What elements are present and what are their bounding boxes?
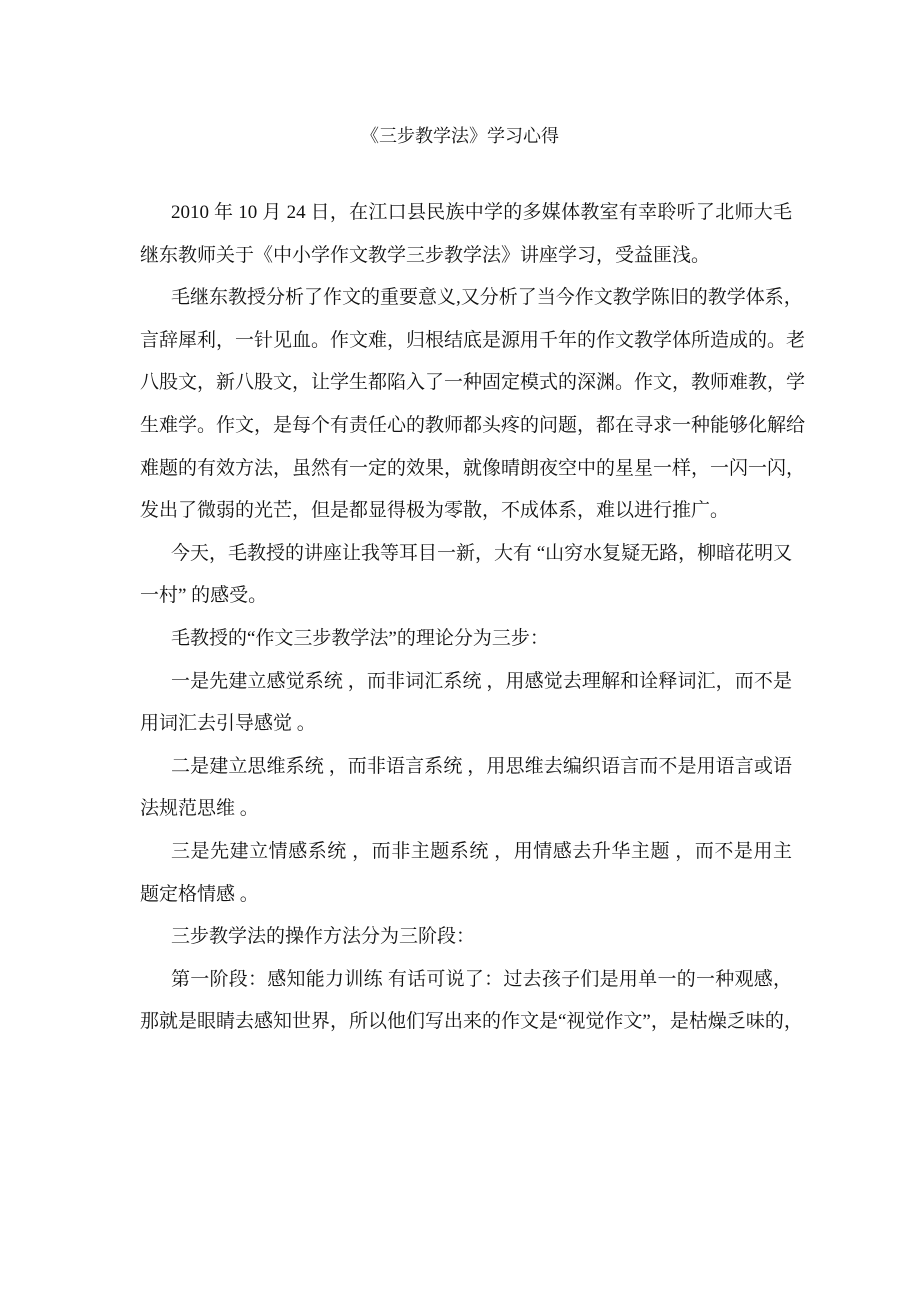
paragraph (140, 831, 792, 916)
paragraph-line: 一村” 的感受。 (140, 585, 268, 607)
paragraph (140, 916, 792, 959)
document-title: 《三步教学法》学习心得 (361, 126, 559, 146)
document-body (140, 192, 806, 1044)
paragraph (140, 746, 792, 831)
paragraph (140, 959, 803, 1044)
paragraph (140, 618, 792, 661)
paragraph-line: 难题的有效方法，虽然有一定的效果，就像晴朗夜空中的星星一样，一闪一闪， (140, 457, 806, 479)
paragraph (140, 192, 792, 277)
paragraph-line: 言辞犀利，一针见血。作文难，归根结底是源用千年的作文教学体所造成的。老 (140, 329, 806, 351)
paragraph-line: 用词汇去引导感觉 。 (140, 713, 316, 735)
paragraph-line: 三步教学法的操作方法分为三阶段： (171, 926, 476, 948)
paragraph-line: 二是建立思维系统 ，而非语言系统 ，用思维去编织语言而不是用语言或语 (171, 755, 792, 777)
paragraph-line: 题定格情感 。 (140, 883, 259, 905)
paragraph (140, 533, 792, 618)
paragraph-line: 第一阶段：感知能力训练 有话可说了：过去孩子们是用单一的一种观感， (171, 968, 792, 990)
paragraph-line: 毛教授的“作文三步教学法”的理论分为三步： (171, 627, 549, 649)
paragraph-line: 那就是眼睛去感知世界，所以他们写出来的作文是“视觉作文”，是枯燥乏味的， (140, 1011, 803, 1033)
paragraph-line: 八股文，新八股文，让学生都陷入了一种固定模式的深渊。作文，教师难教，学 (140, 372, 806, 394)
paragraph-line: 继东教师关于《中小学作文教学三步教学法》讲座学习，受益匪浅。 (140, 244, 711, 266)
paragraph-line: 发出了微弱的光芒，但是都显得极为零散，不成体系，难以进行推广。 (140, 500, 730, 522)
paragraph-line: 三是先建立情感系统 ，而非主题系统 ，用情感去升华主题 ，而不是用主 (171, 840, 792, 862)
paragraph-line: 法规范思维 。 (140, 798, 259, 820)
paragraph (140, 277, 806, 533)
paragraph-line: 一是先建立感觉系统 ，而非词汇系统 ，用感觉去理解和诠释词汇，而不是 (171, 670, 792, 692)
paragraph-line: 今天，毛教授的讲座让我等耳目一新，大有 “山穷水复疑无路，柳暗花明又 (171, 542, 793, 564)
paragraph (140, 661, 792, 746)
paragraph-line: 2010 年 10 月 24 日，在江口县民族中学的多媒体教室有幸聆听了北师大毛 (171, 202, 792, 223)
paragraph-line: 毛继东教授分析了作文的重要意义,又分析了当今作文教学陈旧的教学体系， (171, 287, 803, 309)
paragraph-line: 生难学。作文，是每个有责任心的教师都头疼的问题，都在寻求一种能够化解给 (140, 414, 806, 436)
